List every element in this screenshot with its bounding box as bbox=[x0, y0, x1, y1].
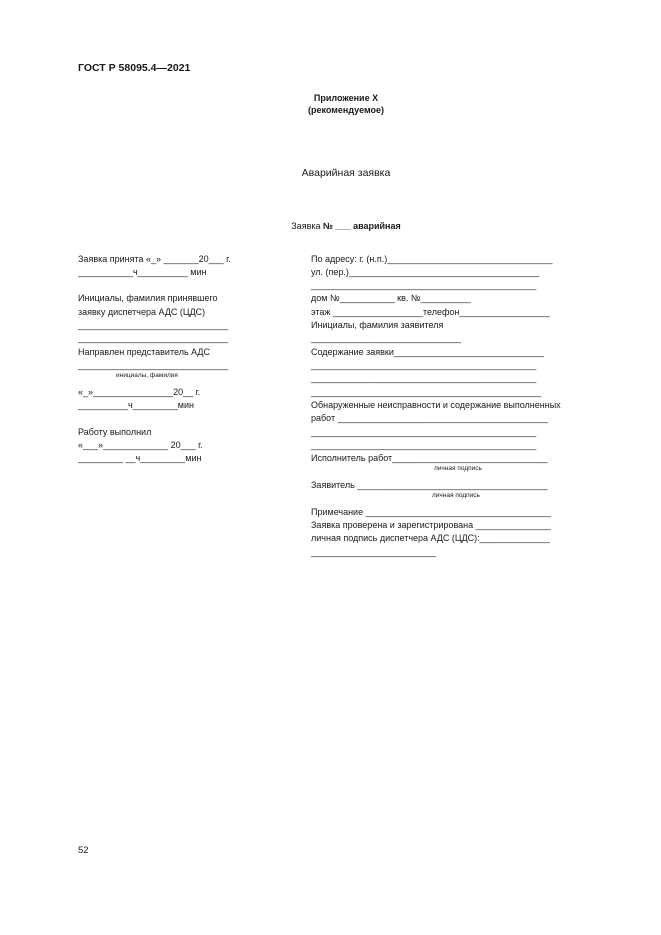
work-done-date-line: «___»_____________ 20___ г. bbox=[78, 440, 203, 450]
address-city-line: По адресу: г. (н.п.)_________________________________ bbox=[311, 254, 553, 264]
standard-designation: ГОСТ Р 58095.4—2021 bbox=[78, 62, 191, 74]
executor-signature-hint: личная подпись bbox=[434, 465, 482, 472]
dispatcher-signature-line: личная подпись диспетчера АДС (ЦДС):______________ bbox=[311, 533, 550, 543]
applicant-signature-line: Заявитель ______________________________________ bbox=[311, 480, 548, 490]
registered-line: Заявка проверена и зарегистрирована _______________ bbox=[311, 520, 551, 530]
accepted-time-line: ___________ч__________ мин bbox=[78, 267, 207, 277]
request-content-line: Содержание заявки______________________________ bbox=[311, 347, 545, 357]
representative-hint: инициалы, фамилия bbox=[116, 372, 178, 379]
faults-label: Обнаруженные неисправности и содержание выполненных bbox=[311, 400, 561, 410]
executor-line: Исполнитель работ_______________________________ bbox=[311, 453, 548, 463]
request-content-blank-2: _____________________________________________ bbox=[311, 373, 537, 383]
works-blank-1: _____________________________________________ bbox=[311, 427, 537, 437]
request-content-blank-1: _____________________________________________ bbox=[311, 360, 537, 370]
house-apartment-line: дом №___________ кв. №__________ bbox=[311, 293, 471, 303]
representative-time-line: __________ч_________мин bbox=[78, 400, 194, 410]
dispatcher-label-2: заявку диспетчера АДС (ЦДС) bbox=[78, 307, 206, 317]
address-blank-line: _____________________________________________ bbox=[311, 280, 537, 290]
applicant-blank: ______________________________ bbox=[311, 333, 462, 343]
applicant-label: Инициалы, фамилия заявителя bbox=[311, 320, 444, 330]
work-done-time-line: _________ __ч_________мин bbox=[78, 453, 202, 463]
works-blank-2: _____________________________________________ bbox=[311, 440, 537, 450]
work-done-label: Работу выполнил bbox=[78, 427, 152, 437]
applicant-signature-hint: личная подпись bbox=[432, 492, 480, 499]
dispatcher-signature-blank: _________________________ bbox=[311, 547, 437, 557]
floor-phone-line: этаж __________________телефон__________________ bbox=[311, 307, 550, 317]
dispatcher-label-1: Инициалы, фамилия принявшего bbox=[78, 293, 218, 303]
dispatcher-blank-2: ______________________________ bbox=[78, 333, 229, 343]
address-street-line: ул. (пер.)______________________________________ bbox=[311, 267, 540, 277]
request-content-blank-3: ______________________________________________ bbox=[311, 387, 542, 397]
request-heading-number: № ___ аварийная bbox=[323, 221, 401, 231]
page-number: 52 bbox=[78, 845, 89, 856]
annex-status: (рекомендуемое) bbox=[308, 105, 384, 115]
dispatcher-blank-1: ______________________________ bbox=[78, 320, 229, 330]
works-line: работ __________________________________________ bbox=[311, 413, 548, 423]
request-heading-prefix: Заявка bbox=[291, 221, 321, 231]
representative-blank: ______________________________ bbox=[78, 360, 229, 370]
request-heading bbox=[0, 221, 661, 231]
annex-title: Приложение X bbox=[313, 93, 379, 103]
document-title: Аварийная заявка bbox=[301, 167, 391, 179]
note-line: Примечание _____________________________________ bbox=[311, 507, 551, 517]
representative-label: Направлен представитель АДС bbox=[78, 347, 211, 357]
representative-date-line: «_»________________20__ г. bbox=[78, 387, 201, 397]
accepted-date-line: Заявка принята «_» _______20___ г. bbox=[78, 254, 231, 264]
